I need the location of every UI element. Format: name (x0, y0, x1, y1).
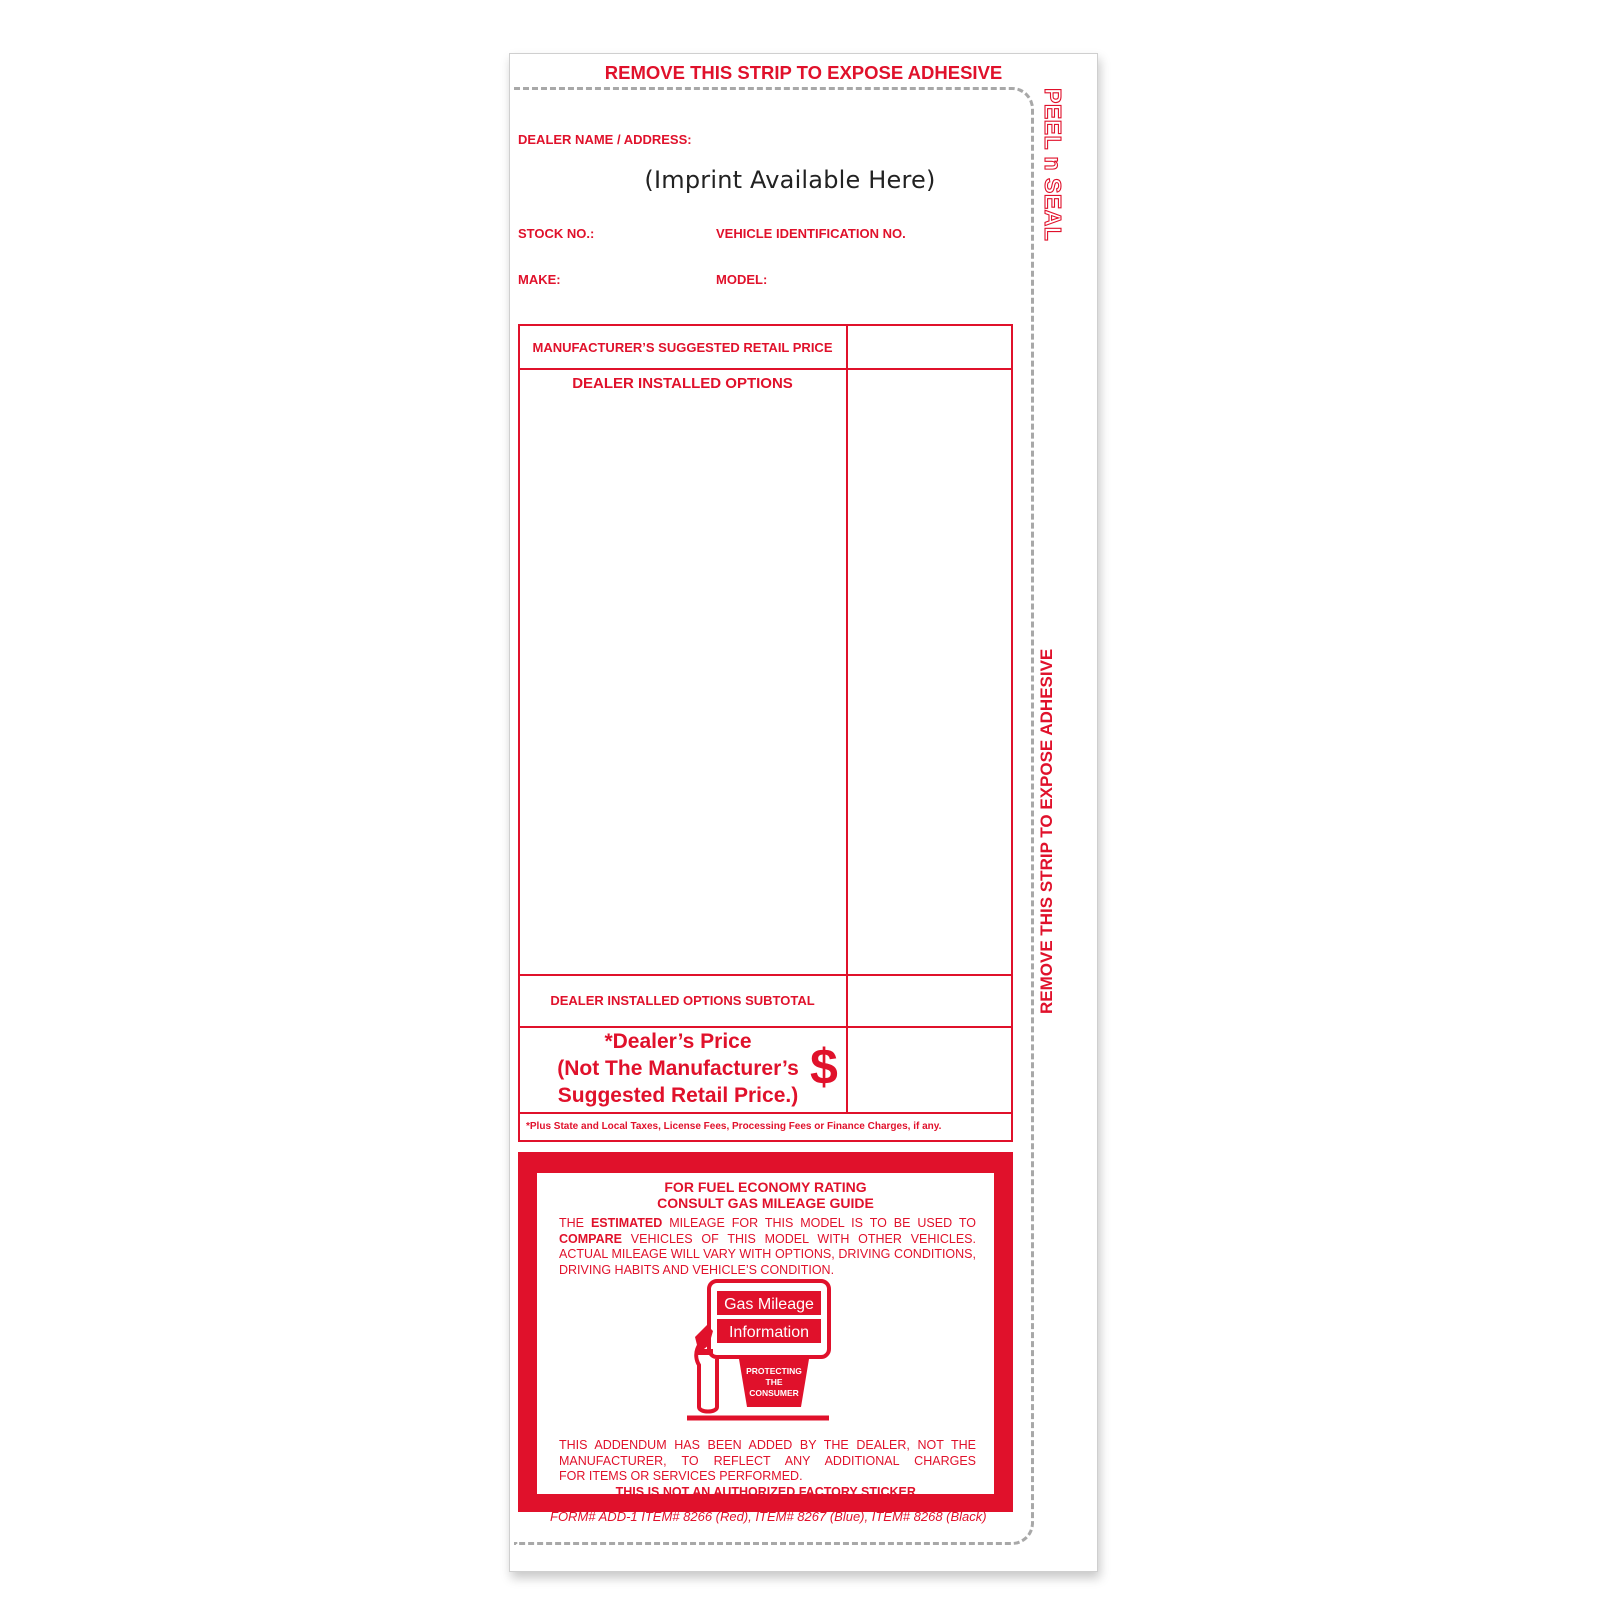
addendum-disclaimer: THIS ADDENDUM HAS BEEN ADDED BY THE DEALER, NOT THE MANUFACTURER, TO REFLECT ANY ADDITIONAL CHARGES FOR ITEMS OR SERVICES PERFORMED. THIS IS NOT AN AUTHORIZED FACTORY STICKER. (559, 1438, 976, 1499)
fuel-title-line1: FOR FUEL ECONOMY RATING (664, 1179, 867, 1195)
subtotal-label: DEALER INSTALLED OPTIONS SUBTOTAL (550, 993, 815, 1008)
pump-base-line3: CONSUMER (749, 1388, 799, 1398)
stock-no-label: STOCK NO.: (518, 226, 595, 241)
fuel-economy-box (518, 1152, 1013, 1512)
price-table (518, 324, 1013, 1142)
dealer-name-label: DEALER NAME / ADDRESS: (518, 132, 692, 147)
gas-pump-icon (687, 1279, 847, 1431)
pump-base-line2: THE (765, 1377, 783, 1387)
dealer-options-label: DEALER INSTALLED OPTIONS (572, 375, 793, 392)
vin-label: VEHICLE IDENTIFICATION NO. (716, 226, 906, 241)
fuel-title-line2: CONSULT GAS MILEAGE GUIDE (657, 1195, 874, 1211)
pump-base-line1: PROTECTING (746, 1366, 802, 1376)
taxes-footnote: *Plus State and Local Taxes, License Fees, Processing Fees or Finance Charges, if any. (526, 1121, 942, 1132)
dealer-price-line1: *Dealer’s Price (604, 1030, 752, 1053)
model-label: MODEL: (716, 272, 768, 287)
side-adhesive-strip-label: REMOVE THIS STRIP TO EXPOSE ADHESIVE (1037, 648, 1056, 1014)
dealer-price-value-cell[interactable] (848, 1028, 1011, 1112)
pump-label-line2: Information (728, 1324, 810, 1341)
imprint-area: (Imprint Available Here) (644, 166, 936, 194)
top-adhesive-strip-label[interactable]: REMOVE THIS STRIP TO EXPOSE ADHESIVE (604, 62, 1003, 83)
make-label: MAKE: (518, 272, 561, 287)
dealer-options-list[interactable] (520, 370, 846, 974)
pump-label-line1: Gas Mileage (724, 1296, 814, 1313)
dealer-price-line3: Suggested Retail Price.) (557, 1084, 799, 1107)
peel-n-seal-logo-text: PEEL n SEAL (1040, 88, 1066, 242)
form-item-number: FORM# ADD-1 ITEM# 8266 (Red), ITEM# 8267 (Blue), ITEM# 8268 (Black) (550, 1509, 987, 1524)
subtotal-value-cell[interactable] (848, 976, 1011, 1026)
row-divider (520, 1112, 1011, 1114)
msrp-value-cell[interactable] (848, 326, 1011, 368)
estimated-mileage-paragraph: THE ESTIMATED MILEAGE FOR THIS MODEL IS TO BE USED TO COMPARE VEHICLES OF THIS MODEL WITH OTHER VEHICLES. ACTUAL MILEAGE WILL VARY WITH OPTIONS, DRIVING CONDITIONS, DRIVING HABITS AND VEHICLE’S CONDITION. (559, 1216, 976, 1277)
not-authorized-notice: THIS IS NOT AN AUTHORIZED FACTORY STICKER. (615, 1484, 920, 1499)
dollar-sign: $ (810, 1039, 838, 1095)
addendum-sticker (509, 53, 1098, 1572)
fuel-economy-panel (537, 1173, 994, 1499)
dealer-options-prices[interactable] (848, 370, 1011, 974)
dealer-price-line2: (Not The Manufacturer’s (557, 1057, 799, 1080)
msrp-label: MANUFACTURER’S SUGGESTED RETAIL PRICE (532, 340, 833, 355)
